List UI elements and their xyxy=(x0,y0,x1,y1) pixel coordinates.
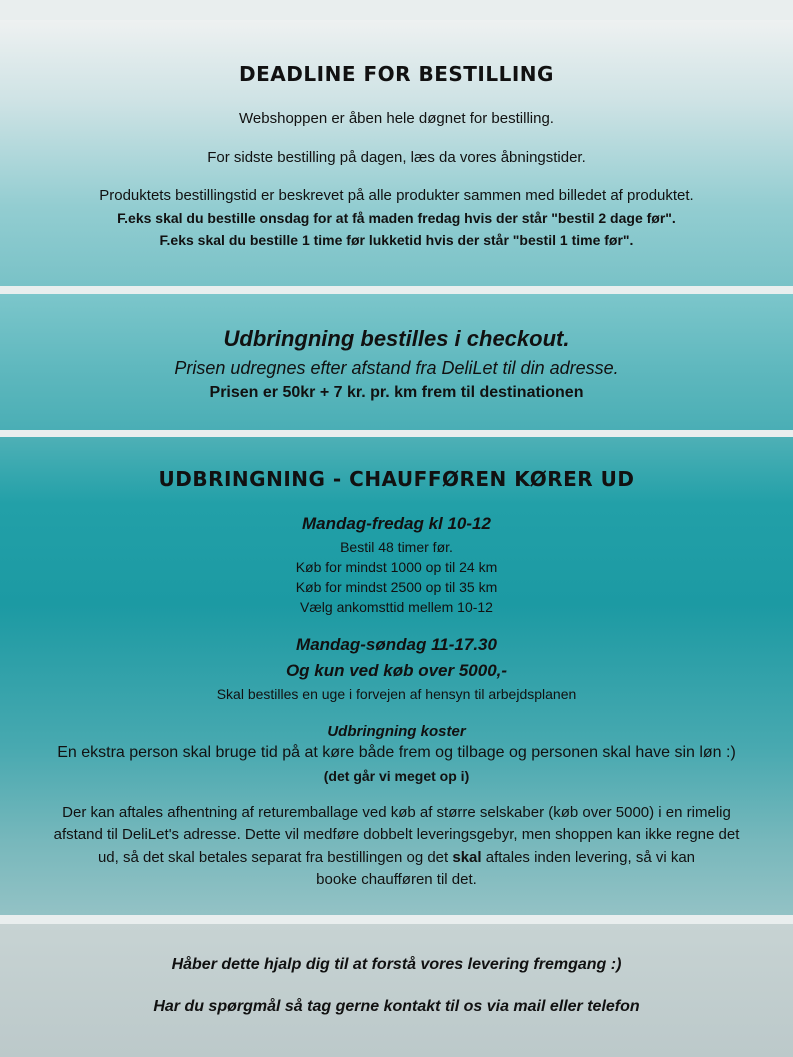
footer-line-2: Har du spørgmål så tag gerne kontakt til os via mail eller telefon xyxy=(153,998,640,1015)
returns-line-1: Der kan aftales afhentning af returemballage ved køb af større selskaber (køb over 5000) i en rimelig xyxy=(62,804,731,821)
deadline-section xyxy=(0,20,793,286)
footer-line-1: Håber dette hjalp dig til at forstå vores levering fremgang :) xyxy=(171,956,622,973)
cost-note: (det går vi meget op i) xyxy=(323,768,470,784)
deadline-line-1: Webshoppen er åben hele døgnet for bestilling. xyxy=(239,110,554,127)
returns-line-3-end: aftales inden levering, så vi kan xyxy=(481,849,696,866)
checkout-subtitle: Prisen udregnes efter afstand fra DeliLet til din adresse. xyxy=(174,358,619,378)
cost-text: En ekstra person skal bruge tid på at køre både frem og tilbage og personen skal have sin løn :) xyxy=(57,744,736,761)
weekday-line: Køb for mindst 1000 op til 24 km xyxy=(295,559,498,575)
week-heading-2: Og kun ved køb over 5000,- xyxy=(285,661,508,680)
weekday-heading: Mandag-fredag kl 10-12 xyxy=(302,514,491,533)
delivery-title: UDBRINGNING - CHAUFFØREN KØRER UD xyxy=(158,467,635,491)
week-note: Skal bestilles en uge i forvejen af hensyn til arbejdsplanen xyxy=(216,686,577,702)
week-heading-1: Mandag-søndag 11-17.30 xyxy=(296,635,497,654)
deadline-line-3: Produktets bestillingstid er beskrevet på alle produkter sammen med billedet af produktet. xyxy=(99,187,694,204)
footer-section xyxy=(0,924,793,1057)
delivery-section xyxy=(0,437,793,915)
returns-line-3 xyxy=(0,849,793,866)
checkout-title: Udbringning bestilles i checkout. xyxy=(223,326,570,351)
checkout-price: Prisen er 50kr + 7 kr. pr. km frem til destinationen xyxy=(209,384,584,401)
weekday-line: Køb for mindst 2500 op til 35 km xyxy=(295,579,498,595)
returns-line-2: afstand til DeliLet's adresse. Dette vil medføre dobbelt leveringsgebyr, men shoppen kan ikke regne det xyxy=(53,826,740,843)
weekday-line: Vælg ankomsttid mellem 10-12 xyxy=(300,599,493,615)
deadline-title: DEADLINE FOR BESTILLING xyxy=(239,62,554,86)
checkout-section xyxy=(0,294,793,430)
cost-heading: Udbringning koster xyxy=(327,723,466,740)
deadline-example-2: F.eks skal du bestille 1 time før lukketid hvis der står "bestil 1 time før". xyxy=(159,232,634,248)
deadline-example-1: F.eks skal du bestille onsdag for at få maden fredag hvis der står "bestil 2 dage før". xyxy=(117,210,676,226)
returns-line-3-start: ud, så det skal betales separat fra bestillingen og det xyxy=(97,849,453,866)
returns-emphasis: skal xyxy=(452,849,482,866)
returns-line-4: booke chaufføren til det. xyxy=(316,871,477,888)
weekday-line: Bestil 48 timer før. xyxy=(340,539,453,555)
deadline-line-2: For sidste bestilling på dagen, læs da vores åbningstider. xyxy=(207,149,586,166)
